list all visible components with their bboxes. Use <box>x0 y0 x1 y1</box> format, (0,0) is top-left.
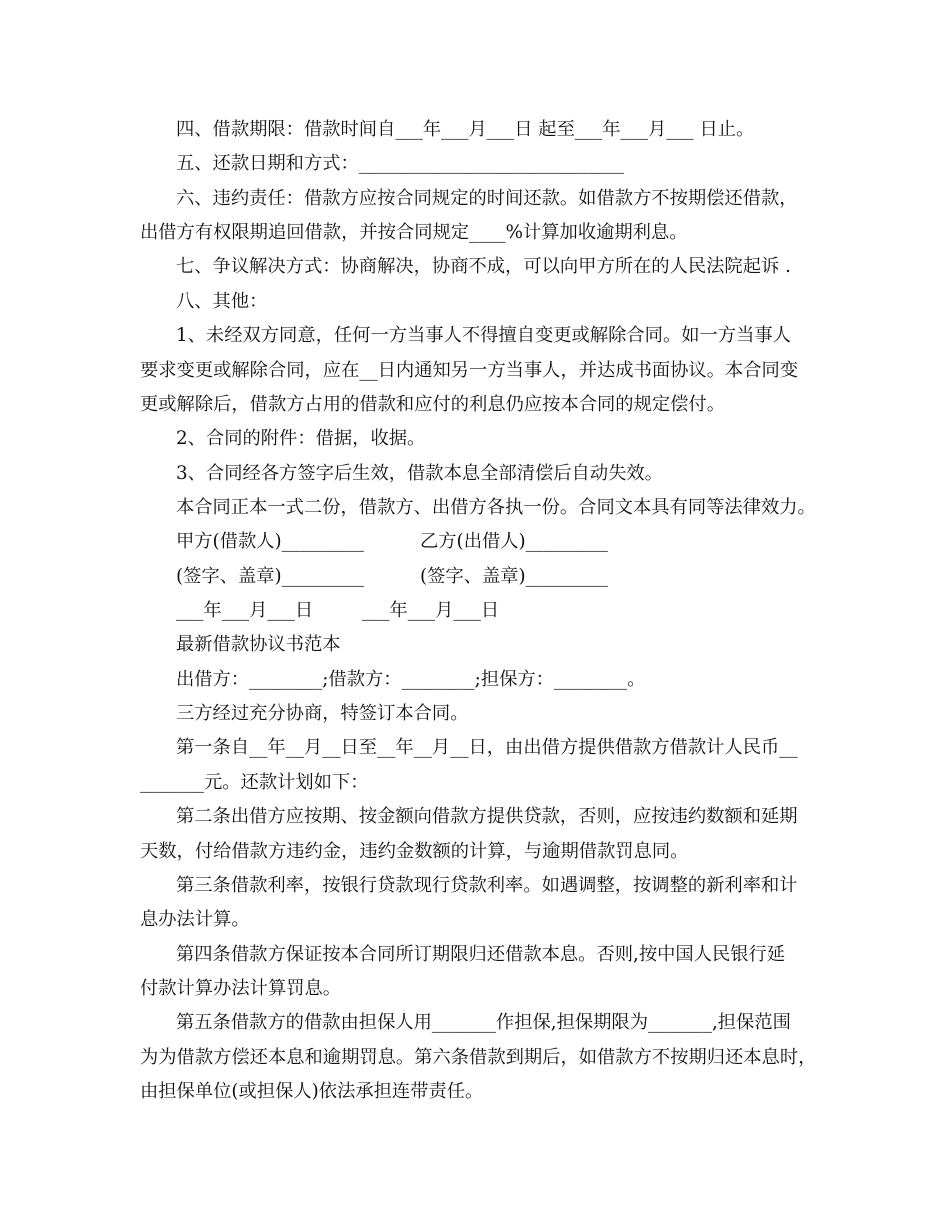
section-title: 最新借款协议书范本 <box>176 634 341 656</box>
signature-row-seal <box>140 560 830 594</box>
clause-other-1-line: 要求变更或解除合同，应在__日内通知另一方当事人，并达成书面协议。本合同变 <box>140 359 799 381</box>
article-4 <box>140 938 830 1007</box>
clause-other-heading: 八、其他： <box>176 290 268 312</box>
preamble: 三方经过充分协商，特签订本合同。 <box>176 703 469 725</box>
clause-breach <box>140 182 830 251</box>
article-2-line: 天数，付给借款方违约金，违约金数额的计算，与逾期借款罚息同。 <box>140 840 689 862</box>
article-1-line: _______元。还款计划如下： <box>140 771 369 793</box>
clause-dispute: 七、争议解决方式：协商解决，协商不成，可以向甲方所在的人民法院起诉 . <box>176 256 791 278</box>
article-5-line: 为为借款方偿还本息和逾期罚息。第六条借款到期后，如借款方不按期归还本息时， <box>140 1046 817 1068</box>
article-1 <box>140 731 830 800</box>
clause-copies: 本合同正本一式二份，借款方、出借方各执一份。合同文本具有同等法律效力。 <box>176 496 816 518</box>
article-4-line: 第四条借款方保证按本合同所订期限归还借款本息。否则,按中国人民银行延 <box>176 943 786 965</box>
article-5 <box>140 1006 830 1109</box>
party-b-date-field: ___年___月___日 <box>362 600 500 622</box>
article-5-line: 由担保单位(或担保人)依法承担连带责任。 <box>140 1081 484 1103</box>
parties-line: 出借方：________;借款方：________;担保方：________。 <box>176 668 646 690</box>
article-3 <box>140 869 830 938</box>
article-5-line: 第五条借款方的借款由担保人用_______作担保,担保期限为_______,担保范围 <box>176 1012 791 1034</box>
signature-row-parties <box>140 525 830 559</box>
clause-other-1-line: 1、未经双方同意，任何一方当事人不得擅自变更或解除合同。如一方当事人 <box>176 325 791 347</box>
article-2-line: 第二条出借方应按期、按金额向借款方提供贷款，否则，应按违约数额和延期 <box>176 806 798 828</box>
clause-other-3: 3、合同经各方签字后生效，借款本息全部清偿后自动失效。 <box>176 462 663 484</box>
signature-row-date <box>140 594 830 628</box>
article-3-line: 息办法计算。 <box>140 909 250 931</box>
clause-other-1-line: 更或解除后，借款方占用的借款和应付的利息仍应按本合同的规定偿付。 <box>140 393 725 415</box>
clause-breach-line: 出借方有权限期追回借款，并按合同规定____%计算加收逾期利息。 <box>140 222 688 244</box>
party-a-date-field: ___年___月___日 <box>176 600 314 622</box>
article-2 <box>140 800 830 869</box>
party-a-seal-field: (签字、盖章)_________ <box>176 565 364 587</box>
clause-other-1 <box>140 319 830 422</box>
clause-loan-term: 四、借款期限：借款时间自___年___月___日 起至___年___月___ 日止。 <box>176 119 755 140</box>
article-4-line: 付款计算办法计算罚息。 <box>140 977 342 999</box>
party-a-signature-field: 甲方(借款人)_________ <box>176 531 364 553</box>
party-b-seal-field: (签字、盖章)_________ <box>420 565 608 587</box>
article-1-line: 第一条自__年__月__日至__年__月__日，由出借方提供借款方借款计人民币__ <box>176 737 798 759</box>
clause-other-2: 2、合同的附件：借据，收据。 <box>176 428 426 450</box>
document-body <box>140 113 830 1109</box>
clause-breach-line: 六、违约责任：借款方应按合同规定的时间还款。如借款方不按期偿还借款， <box>176 187 798 209</box>
party-b-signature-field: 乙方(出借人)_________ <box>420 531 608 553</box>
article-3-line: 第三条借款利率，按银行贷款现行贷款利率。如遇调整，按调整的新利率和计 <box>176 874 798 896</box>
clause-repayment: 五、还款日期和方式：_____________________________ <box>176 153 624 175</box>
